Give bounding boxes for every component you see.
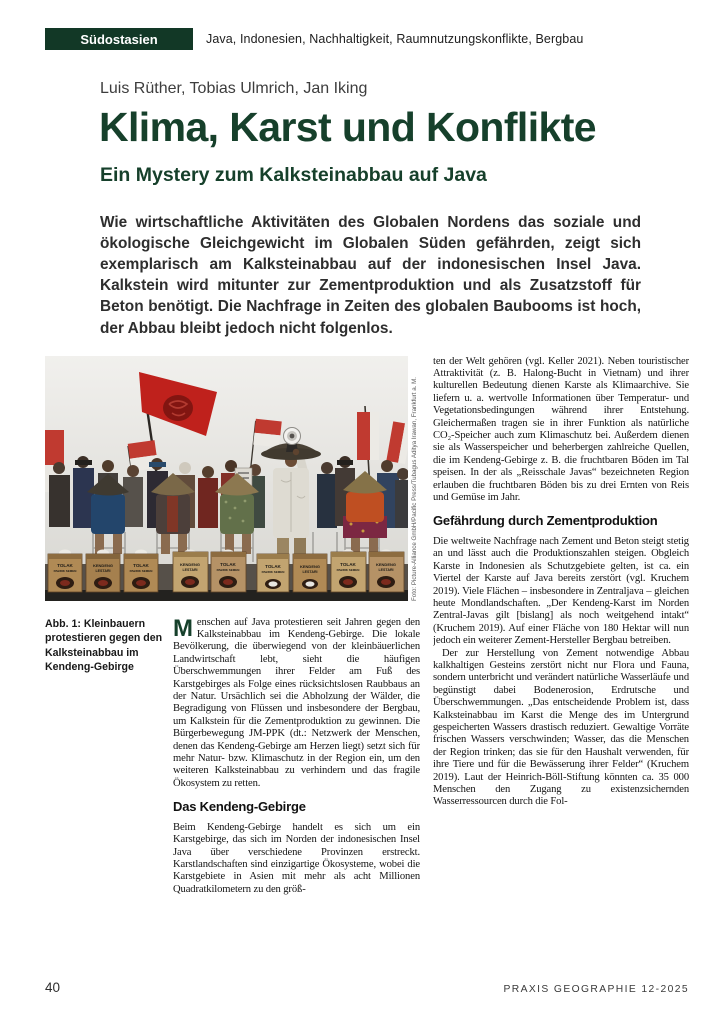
text-column-2 bbox=[433, 356, 689, 897]
svg-text:TOLAK: TOLAK bbox=[220, 561, 236, 567]
page-number: 40 bbox=[45, 980, 61, 995]
text-column-1 bbox=[173, 617, 420, 897]
region-badge-label: Südostasien bbox=[80, 31, 158, 47]
author-line: Luis Rüther, Tobias Ulmrich, Jan Iking bbox=[100, 80, 368, 97]
svg-text:TOLAK: TOLAK bbox=[265, 563, 281, 569]
svg-text:KENDENG: KENDENG bbox=[179, 561, 201, 567]
article-subtitle: Ein Mystery zum Kalksteinabbau auf Java bbox=[100, 164, 487, 187]
paragraph: Beim Kendeng-Gebirge handelt es sich um ein Karstgebirge, das sich im Norden der indonesischen Insel Java über verschiedene Provinzen erstreckt. Karstlandschaften sind einzigartige Ökosysteme, wobei die Karstgebiete in Asien mit mehr als acht Millionen Quadratkilometern zu den größ- bbox=[173, 821, 420, 895]
svg-text:LESTARI: LESTARI bbox=[95, 568, 111, 573]
protest-box bbox=[211, 549, 246, 592]
page-footer bbox=[45, 980, 689, 995]
svg-text:TOLAK: TOLAK bbox=[133, 562, 149, 568]
drop-cap: M bbox=[173, 616, 193, 642]
figure-caption: Abb. 1: Kleinbauern protestieren gegen den Kalksteinabbau im Kendeng-Gebirge bbox=[45, 617, 163, 674]
figure-1 bbox=[45, 356, 420, 601]
svg-text:LESTARI: LESTARI bbox=[182, 567, 198, 572]
svg-text:KENDENG: KENDENG bbox=[299, 563, 321, 569]
left-area bbox=[45, 356, 420, 897]
section-heading-kendeng: Das Kendeng-Gebirge bbox=[173, 799, 306, 815]
svg-text:PABRIK SEMEN: PABRIK SEMEN bbox=[129, 568, 153, 573]
protest-box bbox=[369, 549, 404, 592]
svg-text:LESTARI: LESTARI bbox=[378, 567, 394, 572]
region-badge bbox=[45, 28, 193, 50]
protest-box bbox=[86, 549, 120, 592]
protest-box bbox=[173, 549, 208, 592]
page-header bbox=[45, 28, 689, 50]
svg-text:PABRIK SEMEN: PABRIK SEMEN bbox=[336, 567, 360, 572]
protest-box bbox=[124, 549, 158, 592]
paragraph: Die weltweite Nachfrage nach Zement und Beton steigt stetig an und lässt auch die Produktionszahlen steigen. Obgleich Karste in Indonesien als Schutzgebiete gelten, ist ca. ein Viertel der Karste auf Java bereits zerstört (vgl. Kruchem 2019). Viele Flächen – insbesondere in Zentraljava – gleichen heute Mondlandschaften. „Der Kendeng-Karst im Norden Zentral-Javas gilt [bislang] als noch weitgehend intakt“ (Kruchem 2019). Auf einer Fläche von 180 Hektar will nun jedoch ein weiterer Zement-Hersteller Bergbau betreiben. bbox=[433, 535, 689, 647]
svg-text:TOLAK: TOLAK bbox=[57, 562, 73, 568]
protest-photo bbox=[45, 356, 408, 601]
svg-text:KENDENG: KENDENG bbox=[92, 562, 114, 568]
keyword-list: Java, Indonesien, Nachhaltigkeit, Raumnutzungskonflikte, Bergbau bbox=[206, 32, 584, 46]
journal-name: PRAXIS GEOGRAPHIE 12-2025 bbox=[503, 984, 689, 995]
protest-box bbox=[331, 549, 366, 592]
photo-credit: Foto: Picture-Alliance GmbH/Pacific Press/Tubagus Aditya Irawan, Frankfurt a. M. bbox=[411, 376, 418, 601]
paragraph: Der zur Herstellung von Zement notwendige Abbau kalkhaltigen Gesteins zerstört nicht nur Flora und Fauna, sondern unterbricht und verändert natürliche Wasserläufe und begünstigt dabei Bodenerosion, Erdrutsche und Überschwemmungen. „Das entscheidende Problem ist, dass Kalksteinabbau im Karst die Menge des im Untergrund gespeicherten Wassers drastisch reduziert. Gewaltige Vorräte frischen Wassers verschwinden; Wasser, das die Menschen der Region trinken; das sie für den Haushalt verwenden, für ihre Tiere und für die Bewässerung ihrer Felder“ (Kruchem 2019). Laut der Heinrich-Böll-Stiftung könnten ca. 35 000 Menschen den Zugang zu existenzsichernden Wasserressourcen durch die Fol- bbox=[433, 647, 689, 808]
paragraph: Menschen auf Java protestieren seit Jahren gegen den Kalksteinabbau im Kendeng-Gebirge. Die lokale Bevölkerung, die überwiegend von der kleinbäuerlichen Landwirtschaft lebt, sieht die häufigen Überschwemmungen ihrer Felder am Fuß des Karstgebirges als Folge eines rücksichtslosen Raubbaus an der Natur. Ursächlich sei die Abholzung der Wälder, die Begradigung von Flüssen und insbesondere der Bergbau, um Kalkstein für die Zementproduktion zu gewinnen. Die Bürgerbewegung JM-PPK (dt.: Netzwerk der Menschen, denen das Kendeng-Gebirge am Herzen liegt) setzt sich für mehr Natur- bzw. Klimaschutz in der Region ein, um den weiteren Kalksteinabbau zu verhindern und das fragile Ökosystem zu retten. bbox=[173, 616, 420, 789]
svg-text:TOLAK: TOLAK bbox=[340, 561, 356, 567]
intro-paragraph: Wie wirtschaftliche Aktivitäten des Globalen Nordens das soziale und ökologische Gleichgewicht im Globalen Süden gefährden, zeigt sich exemplarisch am Kalksteinabbau auf der indonesischen Insel Java. Kalkstein wird mitunter zur Zementproduktion und als Zusatzstoff für Beton benötigt. Die Nachfrage in Zeiten des globalen Baubooms ist hoch, der Abbau bleibt jedoch nicht folgenlos. bbox=[100, 214, 641, 337]
svg-text:KENDENG: KENDENG bbox=[375, 561, 397, 567]
protest-box bbox=[293, 554, 327, 592]
svg-text:PABRIK SEMEN: PABRIK SEMEN bbox=[53, 568, 77, 573]
svg-text:LESTARI: LESTARI bbox=[302, 569, 318, 574]
protest-box bbox=[48, 549, 82, 592]
protest-box bbox=[257, 554, 289, 592]
article-title: Klima, Karst und Konflikte bbox=[99, 104, 596, 150]
svg-text:PABRIK SEMEN: PABRIK SEMEN bbox=[216, 567, 240, 572]
article-body bbox=[45, 356, 689, 897]
paragraph: ten der Welt gehören (vgl. Keller 2021). Neben touristischer Attraktivität (z. B. Halong-Bucht in Vietnam) und ihrer kulturellen Bedeutung dienen Karste als Klimaarchive. Sie liefern u. a. wertvolle Informationen über Temperatur- und Vegetationsbedingungen während ihrer Entstehung. Gleichermaßen tragen sie in ihrer Funktion als natürliche CO₂-Speicher auch zum Klimaschutz bei. Außerdem dienen sie als Wasserspeicher und beherbergen zahlreiche Quellen, die im Kendeng-Gebirge z. B. die fruchtbaren Böden im Tal speisen. In der als „Reisschale Javas“ bezeichneten Region erlauben die fruchtbaren Böden bis zu drei Ernten von Reis und Gemüse im Jahr. bbox=[433, 355, 689, 504]
svg-text:PABRIK SEMEN: PABRIK SEMEN bbox=[261, 569, 285, 574]
section-heading-zement: Gefährdung durch Zementproduktion bbox=[433, 513, 658, 529]
protest-boxes bbox=[48, 549, 404, 592]
